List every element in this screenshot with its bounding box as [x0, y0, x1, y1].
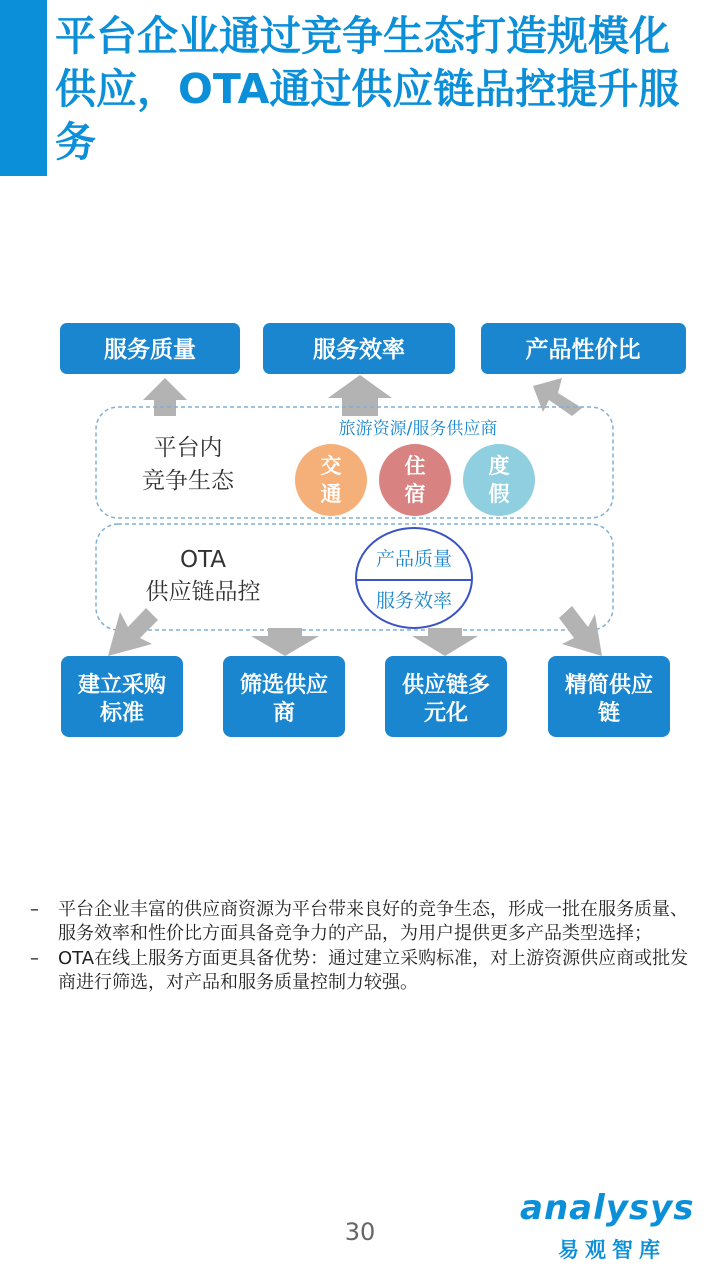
top-box-label: 服务质量 [104, 337, 196, 363]
analysys-logo [520, 1188, 710, 1268]
svg-text:通: 通 [320, 482, 342, 506]
svg-text:建立采购: 建立采购 [77, 673, 167, 698]
bullet-item [30, 898, 702, 946]
arrow-down-screening [251, 628, 319, 656]
ota-label-line2: 供应链品控 [145, 579, 261, 605]
ecosystem-subtitle: 旅游资源/服务供应商 [338, 419, 498, 439]
arrow-up-service-efficiency [328, 375, 392, 416]
top-box-label: 产品性价比 [525, 337, 641, 363]
svg-text:宿: 宿 [404, 482, 426, 506]
arrow-down-streamline [559, 606, 602, 656]
ota-panel [96, 524, 613, 630]
svg-text:产品质量: 产品质量 [375, 548, 453, 570]
svg-text:供应链多: 供应链多 [401, 673, 491, 698]
ecosystem-label-line1: 平台内 [153, 435, 223, 461]
top-box-value-for-money [481, 323, 686, 374]
arrow-up-service-quality [143, 378, 187, 416]
svg-text:标准: 标准 [99, 701, 145, 726]
bullet-text: 平台企业丰富的供应商资源为平台带来良好的竞争生态，形成一批在服务质量、服务效率和性价比方面具备竞争力的产品，为用户提供更多产品类型选择； [58, 899, 688, 944]
top-box-service-efficiency [263, 323, 455, 374]
svg-text:商: 商 [272, 701, 296, 726]
arrow-down-diversify [412, 628, 478, 656]
bottom-box-procurement-standard [61, 656, 183, 737]
page-number: 30 [344, 1218, 376, 1246]
svg-text:交: 交 [320, 454, 342, 478]
ecosystem-label-line2: 竞争生态 [142, 468, 234, 494]
bullet-marker: – [30, 899, 39, 920]
bottom-box-screen-suppliers [223, 656, 345, 737]
svg-text:度: 度 [488, 454, 510, 478]
svg-text:精简供应: 精简供应 [564, 673, 654, 698]
circle-vacation [463, 444, 535, 516]
svg-text:链: 链 [597, 701, 621, 726]
supply-diagram [0, 300, 720, 760]
title-accent-bar [0, 0, 47, 176]
svg-text:住: 住 [404, 454, 426, 478]
circle-transport [295, 444, 367, 516]
arrow-down-procurement [108, 608, 158, 656]
ota-label-line1: OTA [179, 547, 227, 573]
bullet-item [30, 947, 702, 995]
arrow-up-value-for-money [533, 378, 582, 416]
quality-efficiency-ellipse [356, 528, 472, 628]
top-box-service-quality [60, 323, 240, 374]
circle-accommodation [379, 444, 451, 516]
bottom-box-diversify-chain [385, 656, 507, 737]
svg-text:假: 假 [488, 482, 510, 506]
svg-text:服务效率: 服务效率 [375, 590, 453, 612]
top-box-label: 服务效率 [313, 337, 405, 363]
svg-text:筛选供应: 筛选供应 [239, 673, 329, 698]
svg-text:元化: 元化 [423, 701, 469, 726]
logo-wordmark: analysys [520, 1188, 695, 1228]
bullet-text: OTA在线上服务方面更具备优势：通过建立采购标准，对上游资源供应商或批发商进行筛选，对产品和服务质量控制力较强。 [58, 948, 689, 993]
bullet-marker: – [30, 948, 39, 969]
bottom-box-streamline-chain [548, 656, 670, 737]
page-title: 平台企业通过竞争生态打造规模化供应，OTA通过供应链品控提升服务 [55, 12, 680, 166]
bullet-list [30, 898, 702, 996]
logo-chinese: 易观智库 [558, 1238, 666, 1262]
